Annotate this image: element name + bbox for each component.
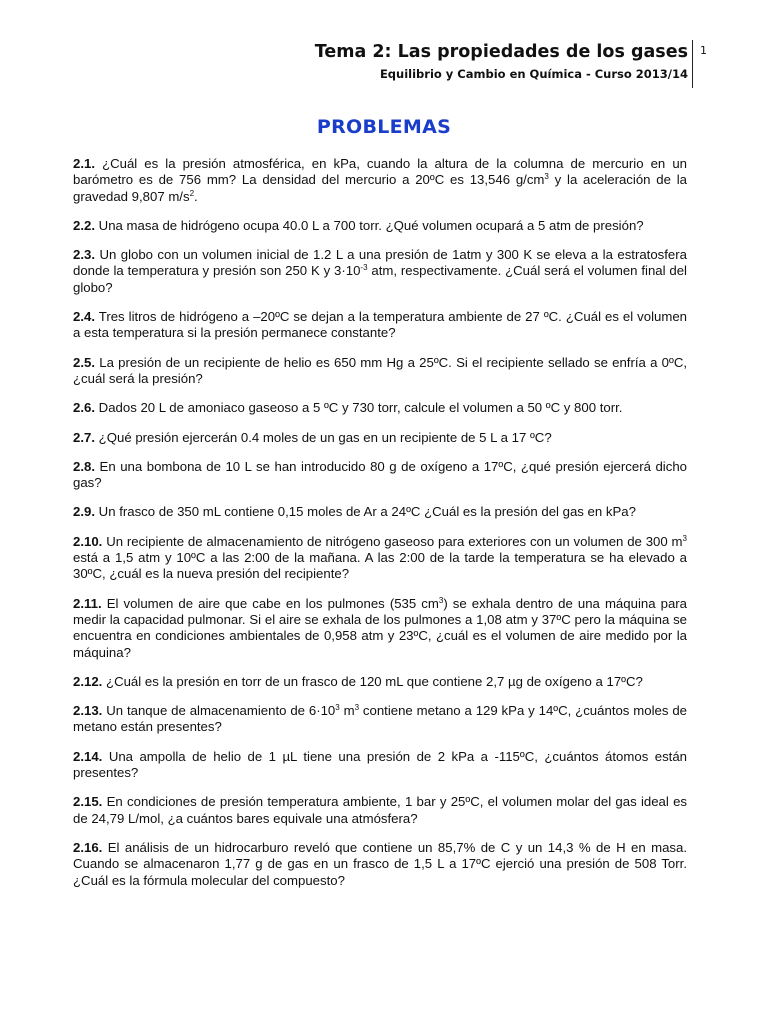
- superscript: 3: [544, 172, 549, 182]
- problem-item: [73, 309, 687, 342]
- problem-number: 2.13.: [73, 703, 103, 719]
- document-title: Tema 2: Las propiedades de los gases: [314, 42, 688, 62]
- problem-number: 2.9.: [73, 504, 95, 520]
- problem-number: 2.7.: [73, 429, 95, 445]
- problem-number: 2.16.: [73, 839, 103, 855]
- problem-item: [73, 674, 687, 690]
- superscript: 3: [438, 595, 444, 605]
- superscript: 3: [335, 703, 340, 713]
- problem-number: 2.4.: [73, 309, 95, 325]
- problem-text: Una masa de hidrógeno ocupa 40.0 L a 700 torr. ¿Qué volumen ocupará a 5 atm de presión?: [98, 217, 644, 233]
- superscript: 3: [682, 533, 687, 543]
- problem-item: [73, 459, 687, 492]
- problem-text: contiene metano a 129 kPa y 14ºC, ¿cuántos moles de metano están presentes?: [73, 703, 687, 735]
- problem-text: y la aceleración de la gravedad 9,807 m/s: [73, 172, 687, 204]
- problem-text: ) se exhala dentro de una máquina para medir la capacidad pulmonar. Si el aire se exhala de los pulmones a 1,08 atm y 37ºC pero la máquina se encuentra en condiciones ambientales de 0,958 atm y 23ºC, ¿cuál es el volumen de aire medido por la máquina?: [73, 595, 687, 660]
- document-subtitle: Equilibrio y Cambio en Química - Curso 2013/14: [379, 67, 688, 81]
- page-number: 1: [700, 44, 707, 57]
- section-title: PROBLEMAS: [316, 116, 452, 138]
- problem-number: 2.5.: [73, 354, 95, 370]
- problem-item: [73, 156, 687, 205]
- problem-text: Un recipiente de almacenamiento de nitrógeno gaseoso para exteriores con un volumen de 300 m: [106, 533, 683, 549]
- problem-item: [73, 703, 687, 736]
- problem-text: En una bombona de 10 L se han introducido 80 g de oxígeno a 17ºC, ¿qué presión ejercerá dicho gas?: [73, 458, 687, 491]
- problem-number: 2.14.: [73, 748, 103, 764]
- problem-text: ¿Qué presión ejercerán 0.4 moles de un gas en un recipiente de 5 L a 17 ºC?: [98, 429, 552, 445]
- problem-number: 2.1.: [73, 156, 95, 171]
- problem-text: En condiciones de presión temperatura ambiente, 1 bar y 25ºC, el volumen molar del gas ideal es de 24,79 L/mol, ¿a cuántos bares equivale una atmósfera?: [73, 794, 688, 826]
- problem-item: [73, 596, 687, 661]
- problem-item: [73, 840, 687, 889]
- page-header: [315, 40, 688, 82]
- problem-number: 2.15.: [73, 794, 103, 810]
- superscript: -3: [360, 263, 368, 273]
- problem-item: [73, 400, 687, 416]
- problem-number: 2.6.: [73, 400, 95, 416]
- problem-number: 2.12.: [73, 673, 103, 689]
- problem-text: m: [339, 703, 355, 719]
- header-divider: [692, 40, 693, 88]
- problem-text: Un frasco de 350 mL contiene 0,15 moles de Ar a 24ºC ¿Cuál es la presión del gas en kPa?: [98, 504, 636, 520]
- problem-item: [73, 794, 687, 827]
- problem-text: Un tanque de almacenamiento de 6·10: [106, 703, 336, 719]
- problem-text: está a 1,5 atm y 10ºC a las 2:00 de la mañana. A las 2:00 de la tarde la temperatura se ha elevado a 30ºC, ¿cuál es la nueva presión del recipiente?: [73, 550, 687, 582]
- problem-number: 2.3.: [73, 247, 95, 263]
- problem-number: 2.11.: [73, 595, 102, 611]
- problem-text: La presión de un recipiente de helio es 650 mm Hg a 25ºC. Si el recipiente sellado se enfría a 0ºC, ¿cuál será la presión?: [73, 354, 688, 386]
- problem-item: [73, 534, 687, 583]
- superscript: 3: [354, 703, 360, 713]
- problem-text: El volumen de aire que cabe en los pulmones (535 cm: [106, 595, 439, 611]
- problem-number: 2.10.: [73, 533, 103, 549]
- problem-item: [73, 355, 687, 388]
- problem-text: Un globo con un volumen inicial de 1.2 L a una presión de 1atm y 300 K se eleva a la estratosfera donde la temperatura y presión son 250 K y 3·10: [73, 247, 687, 279]
- problem-text: El análisis de un hidrocarburo reveló que contiene un 85,7% de C y un 14,3 % de H en masa. Cuando se almacenaron 1,77 g de gas en un frasco de 1,5 L a 17ºC ejerció una presión de 508 Torr. ¿Cuál es la fórmula molecular del compuesto?: [73, 839, 687, 888]
- superscript: 2: [189, 188, 195, 198]
- problem-text: .: [194, 188, 198, 204]
- problem-number: 2.8.: [73, 458, 95, 474]
- problem-text: Tres litros de hidrógeno a –20ºC se dejan a la temperatura ambiente de 27 ºC. ¿Cuál es el volumen a esta temperatura si la presión permanece constante?: [73, 309, 687, 341]
- problem-text: ¿Cuál es la presión en torr de un frasco de 120 mL que contiene 2,7 µg de oxígeno a 17ºC?: [106, 673, 643, 689]
- problem-text: ¿Cuál es la presión atmosférica, en kPa, cuando la altura de la columna de mercurio en un barómetro es de 756 mm? La densidad del mercurio a 20ºC es 13,546 g/cm: [73, 156, 687, 188]
- problem-list: [73, 156, 687, 902]
- problem-item: [73, 218, 687, 234]
- problem-item: [73, 247, 687, 296]
- problem-text: Una ampolla de helio de 1 µL tiene una presión de 2 kPa a -115ºC, ¿cuántos átomos están presentes?: [73, 748, 688, 781]
- problem-item: [73, 430, 687, 446]
- problem-text: Dados 20 L de amoniaco gaseoso a 5 ºC y 730 torr, calcule el volumen a 50 ºC y 800 torr.: [98, 400, 623, 416]
- problem-text: atm, respectivamente. ¿Cuál será el volumen final del globo?: [73, 263, 687, 295]
- problem-number: 2.2.: [73, 217, 95, 233]
- problem-item: [73, 504, 687, 520]
- problem-item: [73, 749, 687, 782]
